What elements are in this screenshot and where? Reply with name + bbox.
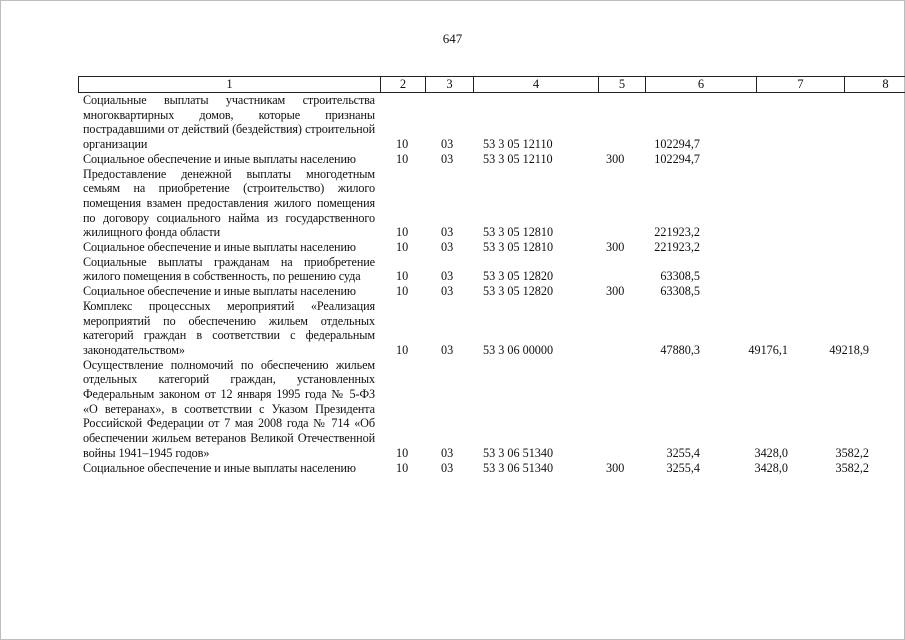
header-col-4: 4	[473, 77, 598, 92]
table-row	[78, 284, 875, 299]
amount-year-1: 63308,5	[660, 269, 700, 284]
amount-year-1: 3255,4	[666, 460, 700, 475]
subsection-code: 03	[441, 240, 454, 255]
header-col-1: 1	[78, 77, 380, 92]
target-article-code: 53 3 05 12110	[483, 137, 553, 152]
target-article-code: 53 3 05 12820	[483, 269, 554, 284]
amount-year-1: 102294,7	[654, 137, 700, 152]
amount-year-3: 3582,2	[835, 445, 869, 460]
amount-year-1: 102294,7	[654, 151, 700, 166]
row-description: Предоставление денежной выплаты многодетным семьям на приобретение (строительство) жилого помещения взамен предоставления жилого помещения по договору социального найма из государственного жилищного фонда области	[83, 166, 375, 240]
amount-year-2: 3428,0	[754, 445, 788, 460]
expense-type-code: 300	[606, 240, 625, 255]
row-description: Осуществление полномочий по обеспечению жильем отдельных категорий граждан, установленных Федеральным законом от 12 января 1995 года № 5-ФЗ «О ветеранах», в соответствии с Указом Президента Российской Федерации от 7 мая 2008 года № 714 «Об обеспечении жильем ветеранов Великой Отечественной войны 1941–1945 годов»	[83, 357, 375, 460]
section-code: 10	[396, 225, 409, 240]
expense-type-code: 300	[606, 151, 625, 166]
header-col-6: 6	[645, 77, 756, 92]
page-number: 647	[442, 31, 463, 46]
target-article-code: 53 3 05 12810	[483, 240, 554, 255]
row-description: Комплекс процессных мероприятий «Реализация мероприятий по обеспечению жильем отдельных категорий граждан в соответствии с федеральным законодательством»	[83, 298, 375, 357]
header-col-2: 2	[380, 77, 425, 92]
subsection-code: 03	[441, 151, 454, 166]
target-article-code: 53 3 06 51340	[483, 445, 554, 460]
header-col-3: 3	[425, 77, 473, 92]
row-description: Социальные выплаты участникам строительства многоквартирных домов, которые признаны пострадавшими от действий (бездействия) строительной организации	[83, 93, 375, 152]
section-code: 10	[396, 151, 409, 166]
amount-year-1: 47880,3	[660, 342, 700, 357]
expense-type-code: 300	[606, 460, 625, 475]
target-article-code: 53 3 05 12110	[483, 151, 553, 166]
amount-year-3: 3582,2	[835, 460, 869, 475]
section-code: 10	[396, 269, 409, 284]
subsection-code: 03	[441, 269, 454, 284]
table-row	[78, 167, 875, 241]
row-description: Социальное обеспечение и иные выплаты населению	[83, 240, 356, 255]
section-code: 10	[396, 284, 409, 299]
header-col-5: 5	[598, 77, 645, 92]
subsection-code: 03	[441, 225, 454, 240]
section-code: 10	[396, 240, 409, 255]
table-row	[78, 93, 875, 152]
table-row	[78, 255, 875, 284]
subsection-code: 03	[441, 342, 454, 357]
amount-year-1: 221923,2	[654, 225, 700, 240]
target-article-code: 53 3 06 51340	[483, 460, 554, 475]
row-description: Социальные выплаты гражданам на приобретение жилого помещения в собственность, по решению суда	[83, 254, 375, 284]
row-description: Социальное обеспечение и иные выплаты населению	[83, 460, 356, 475]
section-code: 10	[396, 460, 409, 475]
target-article-code: 53 3 05 12820	[483, 284, 554, 299]
target-article-code: 53 3 05 12810	[483, 225, 554, 240]
subsection-code: 03	[441, 460, 454, 475]
header-col-8: 8	[844, 77, 905, 92]
subsection-code: 03	[441, 284, 454, 299]
subsection-code: 03	[441, 137, 454, 152]
table-row	[78, 152, 875, 167]
section-code: 10	[396, 342, 409, 357]
expense-type-code: 300	[606, 284, 625, 299]
row-description: Социальное обеспечение и иные выплаты населению	[83, 151, 356, 166]
table-row	[78, 358, 875, 461]
section-code: 10	[396, 445, 409, 460]
target-article-code: 53 3 06 00000	[483, 342, 554, 357]
subsection-code: 03	[441, 445, 454, 460]
amount-year-2: 49176,1	[748, 342, 788, 357]
section-code: 10	[396, 137, 409, 152]
amount-year-1: 221923,2	[654, 240, 700, 255]
table-row	[78, 240, 875, 255]
amount-year-1: 3255,4	[666, 445, 700, 460]
amount-year-2: 3428,0	[754, 460, 788, 475]
table-body	[78, 93, 875, 475]
amount-year-3: 49218,9	[829, 342, 869, 357]
table-row	[78, 461, 875, 476]
header-col-7: 7	[756, 77, 844, 92]
table-row	[78, 299, 875, 358]
amount-year-1: 63308,5	[660, 284, 700, 299]
table-header	[78, 76, 905, 93]
row-description: Социальное обеспечение и иные выплаты населению	[83, 284, 356, 299]
